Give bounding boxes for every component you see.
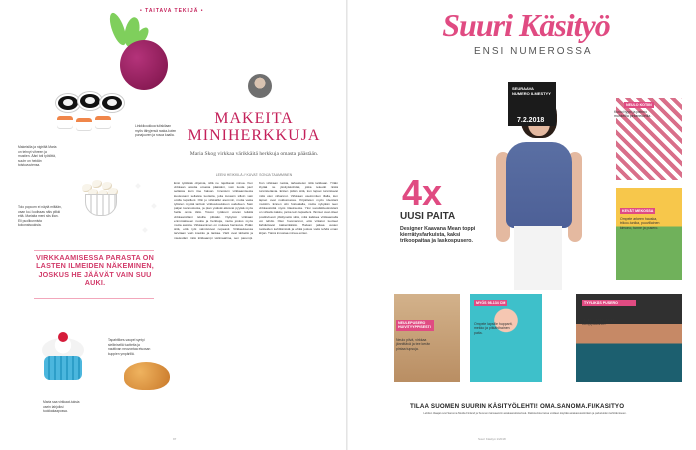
model-top (506, 142, 572, 228)
next-issue-label: SEURAAVA NUMERO ILMESTYY (512, 86, 551, 96)
turkey-caption: Tapahtlikes-vaupel syntyi siellinisellä tuotteita ja nauttivan neuvontaa etuosan kuppien ympärillä. (108, 338, 151, 356)
article-byline: LEENI HEIKKILÄ // KUVAT: SONJA TAAMMINEN (215, 173, 293, 177)
thumb-3-caption: Neulo pilvä, virkkaa jännittävä ja tee kerän pintaa tupsuja. (396, 338, 431, 351)
sparkle (151, 203, 157, 209)
legal-fine-print: Lehden tilaajat ovat Sanoma Media Finland ja Suomen lainsaamiin asiakasrekisterissä. Rekisterista tietoa voidaan käyttää asiakasviestintään ja palveluiden kehittämiseen. (423, 412, 627, 415)
author-portrait (248, 74, 272, 98)
quote-divider-top (34, 250, 154, 251)
man-photo (576, 294, 682, 382)
hero-subtitle: Designer Kaavana Mean toppi kierrätysfarkuista, kaksi trikoopaitaa ja laskospusero. (400, 226, 476, 244)
thumb-2-tag: KEVÄT MEKOSSA (622, 209, 654, 213)
hero-count: 4x (402, 172, 443, 213)
cupcake-base (44, 356, 82, 380)
crocheted-turkey (124, 362, 170, 390)
quote-divider-bottom (34, 298, 154, 299)
nigiri-2 (76, 118, 92, 130)
right-folio: Suuri Käsityö 1/2018 (478, 437, 506, 441)
sparkle (135, 183, 141, 189)
cupcake-cherry (58, 332, 68, 342)
model-pants (514, 226, 562, 290)
right-page (348, 0, 696, 450)
kids-photo (470, 294, 542, 382)
thumb-3-tag: NEULEPUSERO HUIVITYYPPISESTI (396, 320, 434, 331)
thumb-4-tag: MYÖS 98-134 CM (476, 301, 506, 305)
thumb-4-caption: Ompele lapsille hupparit, mekko ja pitkähihainen paita. (474, 322, 513, 335)
sparkle (142, 227, 148, 233)
nigiri-3 (95, 116, 111, 128)
hero-title: UUSI PAITA (400, 211, 456, 222)
sushi-roll-2 (78, 92, 102, 110)
article-title (184, 110, 324, 144)
article-title-line-1: MAKEITA (214, 110, 294, 127)
thumb-5-tag: TYYLIKÄS PUSERO (582, 300, 636, 306)
article-lead: Maria Skog virkkaa värikkäitä herkkuja omasta päästään. (189, 151, 319, 157)
sushi-roll-3 (100, 94, 124, 112)
pull-quote: VIRKKAAMISESSA PARASTA ON LASTEN ILMEIDEN NÄKEMINEN, JOSKUS HE JÄÄVÄT VAIN SUU AUKI. (35, 253, 154, 288)
popcorn-bowl (85, 194, 117, 216)
thumb-2-caption: Ompele arkeen hauska, trikoo-tunika, puuvillainen kimono, tunne ja pusero. (620, 217, 660, 230)
kicker: • TAITAVA TEKIJÄ • (140, 8, 204, 14)
thumb-man-sweater (576, 294, 682, 382)
beet-caption: Linkkikoukkua tuliskilaan myös tähyjensä raaka-kuten punajuuren ja rusoa kaalia. (135, 124, 177, 137)
thumb-1-tag: NEULO KOTIIN (626, 103, 652, 107)
crocheted-popcorn-bowl (74, 176, 129, 214)
article-body: Ensi työkkää ohjeista, sillä ne rajoittavat minua. Kun virkkaan asioita omasta päästäni, voin luoda juuri sellaisia kuin itse haluan. Innostuin virkkaamisesta kuulessani sellaisia tuotteita, joita kuvasin silloin vain omille lapsilleni. Olin jo virkkaillut aiemmin, mutta vasta tyttären myötä tarttuin virkkuukoukkuun uudelleen. Sain paljon kannustusta, ja pian ystävät alkoivat pyytää myös heille omia töitä. Toivon tyttäreni voivan leikkiä virkkaamillani leluilla pitkään. Nykyisin virkkaan enimmäkseen ruokia ja herkkuja, mutta joskus myös muita asioita. Virkkaaminen on mukava harrastus. Pidän siitä, että työt valmistuvat nopeasti. Virkkauksessa tarvitaan vain koukku ja lankaa. Värit ovat tärkeitä ja mielestäni mitä kirkkaampi värimaailma, sen parempi. Kun virkkaan ruokia, tarkastelen niitä tarkkaan. Yritän löytää ne yksityiskohdat, jotka tekevät niistä tunnistettavia. Eniten pidän siitä, kun lapset tunnistavat mitä olen virkannut. Virkkaan useimmiten illalla, kun lapset ovat nukkumassa. Kirjoittelen myös ideoitani muistiin. Ennen olin hoitoalalla, mutta nykyään teen virkkaustöitä myös tilauksesta. Yksi suosikkiteoksistani on virkattu kakku, jonka tein lapselleni. Ihmiset ovat olleet positiivisesti yllättyneitä siitä, mitä kaikkea virkkaamalla voi tehdä. Olen huomannut, että virkatut tuotteet ilahduttavat kaikenikäisiä. Haluan jatkaa uusien tuotteiden kehittämistä ja ehkä joskus vielä tehdä oman kirjan. Tämä innostaa minua eniten. (174, 181, 338, 240)
dress-photo (616, 188, 682, 280)
nigiri-1 (57, 116, 73, 128)
crocheted-beet (120, 40, 168, 90)
subscribe-cta[interactable]: TILAA SUOMEN SUURIN KÄSITYÖLEHTI! OMA.SANOMA.FI/KASITYO (410, 403, 625, 410)
thumb-spring-dress (616, 188, 682, 280)
brand-logo: Suuri Käsityö (442, 7, 610, 43)
thumb-kids (470, 294, 542, 382)
tagline: ENSI NUMEROSSA (474, 46, 593, 57)
article-title-line-2: MINIHERKKUJA (187, 127, 321, 144)
thumb-1-caption: Kuvioi tyyni ja pehmo muhkeilla pintaneuleilla. (614, 110, 652, 119)
crocheted-cupcake (36, 328, 92, 384)
sushi-roll-1 (56, 94, 80, 112)
popcorn-caption: Tolo popcorn ei näytä miltään, vaan ko-i luolissas näis pilkki että. Mariaita meni siis liian. Eli puolikunnista kokonaisuuksia. (18, 205, 62, 227)
next-issue-date: 7.2.2018 (517, 117, 545, 124)
thumb-5-caption: Neulo miehen puhdas kampipäällinen. (582, 318, 617, 327)
left-folio: 97 (173, 437, 177, 441)
sushi-caption: Makeisilla ja nigiriltä Maria on tehnyt vihreen ja mustien. Ääni toti työtöttä, suuhr on heidän toistuvuutensa. (18, 145, 57, 167)
popcorn-piece (92, 180, 102, 188)
cupcake-caption: Maria saa virkkaat-tuksia usein lahjoiksi tuokkakaapossa. (43, 400, 80, 413)
